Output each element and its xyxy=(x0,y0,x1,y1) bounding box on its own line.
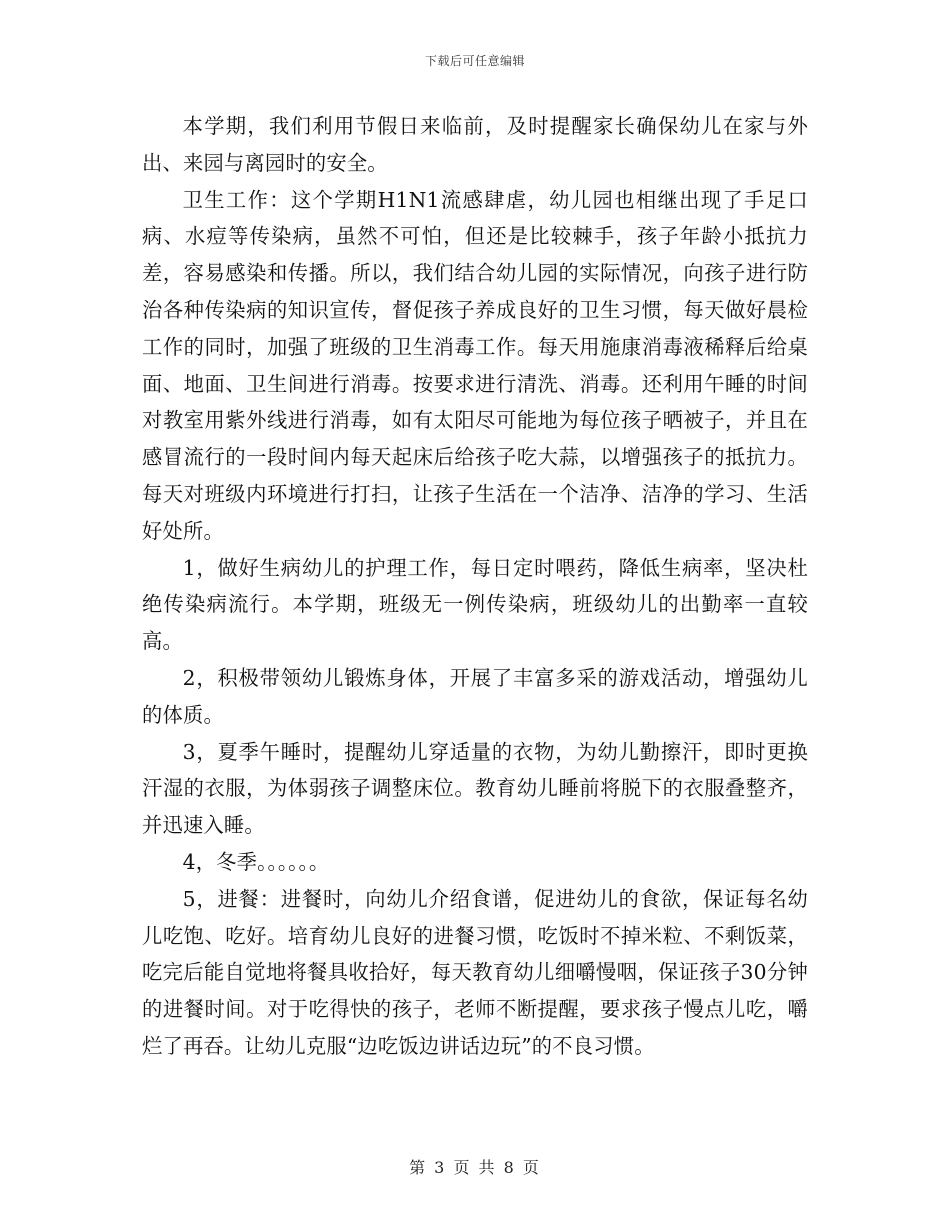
document-body xyxy=(142,108,808,1065)
paragraph-meals: 5，进餐：进餐时，向幼儿介绍食谱，促进幼儿的食欲，保证每名幼儿吃饱、吃好。培育幼儿良好的进餐习惯，吃饭时不掉米粒、不剩饭菜，吃完后能自觉地将餐具收拾好，每天教育幼儿细嚼慢咽，保证孩子30分钟的进餐时间。对于吃得快的孩子，老师不断提醒，要求孩子慢点儿吃，嚼烂了再吞。让幼儿克服“边吃饭边讲话边玩”的不良习惯。 xyxy=(142,886,808,1058)
page-footer: 第 3 页 共 8 页 xyxy=(409,1158,541,1177)
paragraph-hygiene-work: 卫生工作：这个学期H1N1流感肆虐，幼儿园也相继出现了手足口病、水痘等传染病，虽然不可怕，但还是比较棘手，孩子年龄小抵抗力差，容易感染和传播。所以，我们结合幼儿园的实际情况，向孩子进行防治各种传染病的知识宣传，督促孩子养成良好的卫生习惯，每天做好晨检工作的同时，加强了班级的卫生消毒工作。每天用施康消毒液稀释后给桌面、地面、卫生间进行消毒。按要求进行清洗、消毒。还利用午睡的时间对教室用紫外线进行消毒，如有太阳尽可能地为每位孩子晒被子，并且在感冒流行的一段时间内每天起床后给孩子吃大蒜，以增强孩子的抵抗力。每天对班级内环境进行打扫，让孩子生活在一个洁净、洁净的学习、生活好处所。 xyxy=(142,187,808,543)
paragraph-safety-holidays: 本学期，我们利用节假日来临前，及时提醒家长确保幼儿在家与外出、来园与离园时的安全。 xyxy=(142,114,808,175)
paragraph-exercise: 2，积极带领幼儿锻炼身体，开展了丰富多采的游戏活动，增强幼儿的体质。 xyxy=(142,665,808,727)
page-header: 下载后可任意编辑 xyxy=(424,54,525,68)
paragraph-summer-nap: 3，夏季午睡时，提醒幼儿穿适量的衣物，为幼儿勤擦汗，即时更换汗湿的衣服，为体弱孩子调整床位。教育幼儿睡前将脱下的衣服叠整齐，并迅速入睡。 xyxy=(142,739,808,838)
paragraph-winter: 4，冬季。。。。。。 xyxy=(182,849,330,874)
paragraph-sick-child-care: 1，做好生病幼儿的护理工作，每日定时喂药，降低生病率，坚决杜绝传染病流行。本学期，班级无一例传染病，班级幼儿的出勤率一直较高。 xyxy=(142,555,808,654)
